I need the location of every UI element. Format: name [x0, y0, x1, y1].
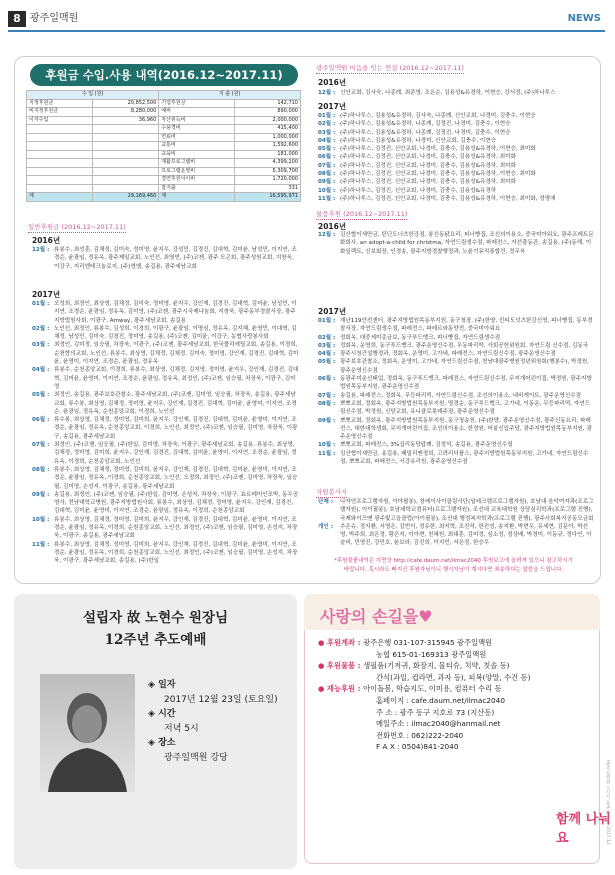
- donation-value: 농협 615-01-169313 광주일맥원: [376, 649, 487, 659]
- donation-value: 아이돌봄, 학습지도, 이미용, 컴퓨터 수리 등: [363, 684, 502, 694]
- goods-title: 물품후원 (2016.12~2017.11): [316, 210, 408, 218]
- donation-label: ● 후원계좌 :: [318, 638, 364, 647]
- donation-value: 전화번호 : 062)222-2040: [376, 730, 464, 740]
- partner-month-row: [318, 89, 594, 97]
- partner-month-row: [318, 187, 594, 195]
- donor-names: 뽀뽀교회, 파레전스, 3%십리동당답례, 김정석, 송길용, 광주운영신수점: [340, 442, 513, 449]
- finance-cell: 수용경비: [159, 125, 235, 134]
- month-label: 12월 :: [318, 232, 336, 238]
- month-label: 10월 :: [32, 516, 50, 523]
- donation-value: 홈페이지 : cafe.daum.net/ilmac2040: [376, 695, 505, 705]
- month-label: 05월 :: [318, 146, 336, 153]
- donor-names: 신안교회, 김사숙, 나종례, 최준영, 조은순, 김용성&유경하, 이현승, 강서정, (주)하나투스: [340, 90, 556, 96]
- finance-cell: 20,852,500: [93, 99, 159, 108]
- finance-cell: [27, 167, 93, 176]
- partner-month-row: [318, 129, 594, 137]
- month-label: 03월 :: [318, 342, 336, 349]
- month-label: 08월 :: [318, 171, 336, 178]
- goods-month-row: [318, 358, 594, 375]
- finance-cell: 142,710: [235, 99, 301, 108]
- donation-line: [318, 637, 558, 649]
- finance-cell: 5,309,700: [235, 167, 301, 176]
- month-label: 02월 :: [318, 121, 336, 128]
- donor-names: (주)하나투스, 김정진, 신안교회, 나경미, 김충수, 김용성&유경하, 최미화: [340, 179, 516, 186]
- donor-names: 재난119안전센터, 광주지방법원목동부지원, 동구청장, (주)한양, 킨티도넛츠한강신영, 피너빵집, 동부경찰서장, 자연드림생수점, 파레전스, 파레르와동양전, 중국미아워요: [340, 318, 593, 333]
- donor-names: 최정인, 송길용, 광주보호관찰소, 광주세남교회, (주)코젠, 김미영, 임승필, 차장욱, 송길용, 광주세남교회, 류수봉, 최상영, 김채정, 정미영, 윤지우, 강인재, 김경진, 김대혁, 김미윤, 윤영미, 이지연, 조경순, 윤광임, 정유옥, 순천종앙교회, 이경희, 노인선: [54, 392, 297, 415]
- finance-cell: [93, 125, 159, 134]
- partner-year-2017: 2017년: [318, 102, 347, 111]
- goods-list-2017: [318, 317, 594, 466]
- finance-cell: 결연후원이이비: [159, 176, 235, 185]
- month-label: 11월 :: [318, 450, 336, 457]
- finance-cell: 181,000: [235, 150, 301, 159]
- finance-row: [27, 99, 301, 108]
- donation-line: [318, 672, 558, 684]
- month-label: 09월 :: [318, 417, 336, 424]
- donor-names: (주)하나투스, 김정진, 신안교회, 나경미, 김충수, 김용성&유경하, 최미화: [340, 154, 516, 161]
- general-list-2016: [32, 246, 300, 271]
- donor-names: 뽀뽀교회, 정회옥, 광주지방법원목동부지원, 동구청송천, (주)한양, 광주운영신수점, 광주신동요리, 파레전스, 대한대학생회, 무지개어린이집, 조선의이용소, 한정원, 어울신입주당, 광주지방법원목동부지원, 광주운영신수점: [340, 417, 592, 441]
- finance-cell: 29,169,460: [93, 193, 159, 202]
- diamond-icon: ◈: [148, 680, 159, 690]
- month-label: 단체 :: [318, 499, 333, 505]
- memorial-place: 광주일맥원 강당: [164, 752, 228, 763]
- finance-cell: 예비: [159, 108, 235, 117]
- finance-cell: 1,592,600: [235, 142, 301, 151]
- side-note: (광주일맥원 소식지 통권 제0호) 2017.12: [605, 760, 610, 845]
- donor-names: 최정인, 김미정, 임승필, 차장욱, 이광구, (주)코젠, 광주세남교회, 한국폴리에틸교회, 송길용, 이경희, 순천향의교회, 노인선, 류봉수, 최상영, 김채정, 김채정, 김미숙, 정미영, 강인재, 김경진, 김대혁, 김미윤, 윤영미, 이지연, 조경순, 윤광임, 정유옥: [54, 342, 299, 366]
- finance-row: [27, 167, 301, 176]
- finance-cell: 잡지출: [159, 184, 235, 193]
- donor-names: 류봉수, 최상영, 김채정, 정미영, 김미희, 윤지우, 강인재, 김경진, 김대혁, 김미윤, 윤영미, 이지연, 조경순, 윤광임, 정유옥, 이경희, 순천종앙교회, 노인선, 최정인, (주)코젠, 임승필, 김미영, 손성지, 차장욱, 이광구, 광주세남교회, 송길용, (주)한일: [54, 541, 298, 565]
- finance-cell: 2,000,000: [235, 116, 301, 125]
- month-label: 06월 :: [318, 376, 336, 383]
- time-label: 시간: [158, 709, 176, 719]
- goods-year-2017: 2017년: [318, 307, 347, 316]
- donor-names: 광주시청건설행정과, 정회옥, 운영미, 고가네, 파레전스, 자연드림신수점, 광주운영신수점: [340, 351, 556, 358]
- donation-value: F A X : 0504)841-2040: [376, 742, 459, 752]
- finance-cell: [27, 125, 93, 134]
- month-label: 08월 :: [32, 466, 50, 473]
- memorial-time: 저녁 5시: [164, 723, 199, 734]
- month-label: 02월 :: [318, 334, 336, 341]
- donor-names: (주)하나투스, 김정진, 신안교회, 나경미, 김충수, 김용성&유경하, 최미화: [340, 162, 516, 169]
- finance-row: [27, 108, 301, 117]
- donation-line: [318, 730, 558, 742]
- goods-month-row: [318, 400, 594, 417]
- finance-cell: 이자수입: [27, 116, 93, 125]
- finance-row: [27, 150, 301, 159]
- founder-photo: [40, 674, 135, 792]
- donor-names: 류봉수, 순천종앙교회, 이경희, 류봉수, 최상영, 김채정, 김지영, 정미영, 윤지우, 강인재, 김경진, 김대혁, 김미윤, 윤영미, 이지연, 조경순, 윤광임, 정유옥, 최정인, (주)코젠, 임승필, 차장욱, 이광구, 김미영: [54, 367, 299, 390]
- finance-cell: [27, 133, 93, 142]
- finance-cell: 331: [235, 184, 301, 193]
- finance-row: [27, 159, 301, 168]
- finance-cell: [27, 159, 93, 168]
- finance-total-row: [27, 193, 301, 202]
- partner-month-row: [318, 195, 594, 203]
- general-title: 일반후원금 (2016.12~2017.11): [28, 223, 126, 231]
- general-month-row: [32, 466, 300, 491]
- finance-cell: 1,000,000: [235, 133, 301, 142]
- general-year-2017: 2017년: [32, 290, 61, 299]
- general-month-row: [32, 491, 300, 516]
- donation-line: [318, 683, 558, 695]
- donation-value: 간식(과일, 컵라면, 과자 등), 피복(양말, 수건 등): [376, 672, 531, 682]
- donation-label: ● 후원물품 :: [318, 661, 364, 671]
- finance-cell: [27, 142, 93, 151]
- volunteer-list: [318, 498, 594, 548]
- partner-list-2017: [318, 112, 594, 203]
- month-label: 02월 :: [32, 325, 50, 332]
- memorial-date: 2017년 12월 23일 (토요일): [164, 694, 278, 705]
- partner-month-row: [318, 170, 594, 178]
- month-label: 09월 :: [32, 491, 50, 498]
- page-header: [0, 0, 615, 34]
- month-label: 03월 :: [318, 129, 336, 136]
- donor-names: (주)하나투스, 김용성&유경하, 나종례, 김정진, 나경미, 김충수, 이현승: [340, 121, 511, 128]
- section-label: NEWS: [567, 13, 601, 24]
- partner-month-row: [318, 112, 594, 120]
- goods-month-row: [318, 375, 594, 392]
- portrait-silhouette: [40, 674, 135, 792]
- donor-names: 정회옥, 대중세미종금보, 동구푸드뱅크, 피너빵집, 자연드림생수점: [340, 334, 501, 341]
- donor-names: (주)하나투스, 김정진, 신안교회, 나경미, 김충수, 김용성&유경하, 이현승, 최미화: [340, 171, 536, 178]
- general-month-row: [32, 366, 300, 391]
- share-together-graphic: 함께 나눠요: [556, 812, 611, 846]
- general-month-row: [32, 516, 300, 541]
- partner-month-row: [318, 153, 594, 161]
- goods-month-row: [318, 350, 594, 358]
- memorial-info: [148, 678, 278, 765]
- finance-cell: 1,720,000: [235, 176, 301, 185]
- page-number: 8: [8, 11, 26, 27]
- income-header: 수 입 (원): [27, 91, 159, 100]
- donor-names: 정회옥, 운영희, 동구푸드뱅크, 광주운영신수점, 무동파리떡, 사회공헌위원회, 자연드림 신수점, 김동국: [340, 342, 589, 349]
- finance-title: 후원금 수입.사용 내역(2016.12~2017.11): [30, 64, 298, 86]
- partner-title: 광주일맥원 마음을 잇는 연결 (2016.12~2017.11): [316, 64, 464, 72]
- volunteer-row: [318, 498, 594, 523]
- goods-month-row: [318, 317, 594, 334]
- volunteer-row: [318, 523, 594, 548]
- org-name: 광주일맥원: [30, 13, 79, 24]
- month-label: 07월 :: [318, 392, 336, 399]
- month-label: 04월 :: [318, 351, 336, 358]
- goods-list-2016: [318, 231, 594, 256]
- donor-names: (주)하나투스, 김정진, 신안교회, 나경미, 김충수, 김용성&유경하, 이현승, 최미화, 정명애: [340, 195, 556, 202]
- finance-cell: [93, 133, 159, 142]
- partner-month-row: [318, 178, 594, 186]
- finance-row: [27, 184, 301, 193]
- date-label: 일자: [158, 680, 176, 690]
- donation-info: [318, 637, 558, 753]
- memorial-subtitle: 12주년 추도예배: [104, 632, 207, 648]
- general-list-2017: [32, 300, 300, 566]
- month-label: 07월 :: [32, 442, 50, 449]
- month-label: 12월 :: [318, 90, 336, 96]
- donor-names: (주)하나투스, 김용성&유경하, 나종례, 김정진, 나경미, 김충수, 이현승: [340, 129, 511, 136]
- month-label: 11월 :: [318, 195, 336, 202]
- finance-table: [26, 90, 301, 202]
- donor-names: (주)하나투스, 김용성&유경하, 김사숙, 나종례, 신안교회, 나경미, 김충수, 이현승: [340, 113, 536, 119]
- month-label: 01월 :: [318, 113, 336, 119]
- month-label: 09월 :: [318, 179, 336, 186]
- donation-value: 메일주소 : ilmac2040@hanmail.net: [376, 719, 501, 729]
- partner-year-2016: 2016년: [318, 78, 347, 87]
- month-label: 05월 :: [318, 359, 336, 366]
- donor-names: (주)하나투스, 김용성&유경하, 나경미, 신안교회, 김충수, 이현승: [340, 137, 497, 144]
- finance-row: [27, 176, 301, 185]
- finance-cell: 자산취득비: [159, 116, 235, 125]
- partner-month-row: [318, 162, 594, 170]
- donor-names: 노인선, 최정인, 류봉수, 김성희, 이경희, 이광구, 윤광임, 이명심, 정유옥, 김지혜, 윤영민, 이대혁, 김채정, 남성민, 김미숙, 김경진, 정미영, 송길용, (주)코젠, 김미윤, 이강구, 농협사랑봉사회: [54, 325, 297, 341]
- finance-cell: 415,400: [235, 125, 301, 134]
- month-label: 10월 :: [318, 187, 336, 194]
- donation-line: [318, 707, 558, 719]
- finance-cell: 계: [27, 193, 93, 202]
- month-label: 04월 :: [32, 367, 50, 374]
- notice-line-2: 바랍니다. 혹시라도 빠지신 후원자님이니 행시자님이 계시다면 죄송하다는 말씀을 드립니다.: [343, 567, 564, 573]
- goods-month-row: [318, 441, 594, 449]
- donor-names: 송길용, 최정인, (주)코젠, 임승필, (주)한일, 김미영, 손성지, 차장욱, 이광구, 효르테미인포박, 동우공영사, 전남대학교병원, 광주지방법원사회, 류봉수, 최상영, 김채정, 정미영, 윤지우, 강인재, 김경진, 김대혁, 김미윤, 윤영미, 이지연, 조경순, 윤광임, 정유옥, 이경희, 순천종앙교회: [54, 491, 299, 515]
- general-month-row: [32, 246, 300, 271]
- month-label: 08월 :: [318, 400, 336, 407]
- goods-year-2016: 2016년: [318, 222, 347, 231]
- finance-cell: 4,399,100: [235, 159, 301, 168]
- finance-cell: [93, 184, 159, 193]
- month-label: 01월 :: [318, 318, 336, 324]
- finance-cell: [93, 167, 159, 176]
- donor-names: 뽀뽀교회, 정회옥, 광주지방법원목동부지원, 명경순, 동구푸드뱅크, 고가네, 이동운, 무등파리떡, 자연드림신수점, 박정원, 신당교회, 유니클로롯데주점, 광주운영신수점: [340, 400, 590, 416]
- donation-line: [318, 660, 558, 672]
- donor-names: 광주보호관찰소, 정회옥, 운영미, 고가네, 자연드림신수점, 천남대광주병원정년위원회(행봉수), 박정원, 광주운영신수점: [340, 359, 590, 374]
- finance-cell: 36,960: [93, 116, 159, 125]
- month-label: 06월 :: [32, 417, 50, 424]
- general-month-row: [32, 341, 300, 366]
- finance-row: [27, 125, 301, 134]
- finance-cell: 계: [159, 193, 235, 202]
- month-label: 10월 :: [318, 442, 336, 449]
- finance-cell: 8,280,000: [93, 108, 159, 117]
- donor-names: 김산협이새만금, 틴딘도너츠한강점, 봉선동닭요리, 피너빵집, 조선의이용소, 중국미아워요, 광주프레트문화회사, an adopt-a-child for christma, 자연드림생수점, 파레전스, 자선출동관, 송길용, (주)동해, 이화일렉트, 신보회장, 인경송, 광주지방경찰행정과, 노윤기뮤직퐁합건, 정무욱: [340, 232, 594, 255]
- finance-cell: 프로그램운영비: [159, 167, 235, 176]
- place-label: 장소: [158, 738, 176, 748]
- finance-cell: 890,000: [235, 108, 301, 117]
- finance-cell: 비지정후원금: [27, 108, 93, 117]
- finance-cell: [27, 150, 93, 159]
- partner-month-row: [318, 120, 594, 128]
- general-month-row: [32, 300, 300, 325]
- general-month-row: [32, 416, 300, 441]
- finance-cell: 기업후원금: [159, 99, 235, 108]
- finance-cell: [93, 176, 159, 185]
- donor-names: 류수봉, 최상영, 김채정, 정미영, 김미희, 윤지우, 강인재, 김경진, 김대혁, 김미윤, 윤영미, 이지연, 조경순, 윤광임, 정유옥, 순천종앙교회, 이경희, 노인선, 최정인, (주)코젠, 임승필, 김미영, 차장욱, 이광구, 송길용, 광주세남교회: [54, 417, 298, 440]
- general-year-2016: 2016년: [32, 236, 61, 245]
- goods-month-row: [318, 231, 594, 256]
- donation-line: [318, 695, 558, 707]
- partner-month-row: [318, 137, 594, 145]
- expense-header: 지 출 (원): [159, 91, 301, 100]
- goods-month-row: [318, 450, 594, 467]
- partner-month-row: [318, 145, 594, 153]
- general-month-row: [32, 441, 300, 466]
- donor-names: (주)하나투스, 김정진, 신안교회, 나경미, 김충수, 김용성&유경하: [340, 187, 497, 194]
- donor-names: 나자연프로그램자원, 이야필봉), 창레이사이클링사단(일레크램프로그램자원), 호남대 음악여자과(프로그램자원), 아이필봉), 호남대학교컴퓨터(프로그램자원), 조선대 교육대학원 상담심리학과(프로그램 진행), 국제와이즈맨 광주빛고을클럽(아이필봉), 조선대 행정복지학과(프로그램 진행), 광주사회복지공동모금회: [340, 499, 594, 522]
- finance-cell: 교육비: [159, 150, 235, 159]
- volunteer-title: 자원봉사자: [316, 488, 348, 496]
- finance-row: [27, 116, 301, 125]
- month-label: 03월 :: [32, 342, 50, 349]
- general-month-row: [32, 541, 300, 566]
- month-label: 06월 :: [318, 154, 336, 161]
- donor-names: 추은슈, 정지환, 서영은, 김빈이, 정유한, 최지혁, 조진석, 한진성, 송지환, 박현우, 유세현, 김문아, 박선영, 박주희, 최은정, 황은지, 이아현, 천혜원, 최대훈, 김미정, 심소정, 정상배, 박경미, 이동규, 정다인, 이슬비, 민영진, 강민호, 윤보라, 김진희, 이지민, 서은정, 한승우: [340, 523, 592, 547]
- finance-cell: 16,595,971: [235, 193, 301, 202]
- diamond-icon: ◈: [148, 738, 159, 748]
- header-rule: [8, 30, 605, 32]
- finance-cell: [27, 184, 93, 193]
- finance-row: [27, 133, 301, 142]
- memorial-title: 설립자 故 노현수 원장님: [83, 610, 228, 626]
- month-label: 12월 :: [32, 247, 50, 253]
- month-label: 05월 :: [32, 392, 50, 399]
- diamond-icon: ◈: [148, 709, 159, 719]
- month-label: 07월 :: [318, 162, 336, 169]
- donation-value: 생필품(기저귀, 화장지, 물티슈, 치약, 칫솔 등): [363, 661, 510, 671]
- donation-line: [318, 741, 558, 753]
- donation-label: ● 재능후원 :: [318, 684, 364, 694]
- month-label: 01월 :: [32, 301, 50, 307]
- finance-cell: 재활프로그램비: [159, 159, 235, 168]
- goods-month-row: [318, 334, 594, 342]
- donation-value: 주 소 : 광주 동구 지호로 73 (지산동): [376, 707, 495, 717]
- donation-value: 광주은행 031-107-315945 광주일맥원: [363, 638, 493, 647]
- donor-names: 류봉수, 최상영, 김채정, 정미영, 김미희, 윤지우, 강인재, 김경진, 김대혁, 김미윤, 윤영미, 이지연, 조경순, 윤광임, 정유옥, 이경희, 순천종앙교회, 노인선, 최정인, (주)코젠, 임승필, 김미영, 손성지, 차장욱, 이광구, 송길용, 광주세남교회: [54, 516, 298, 540]
- goods-month-row: [318, 342, 594, 350]
- finance-cell: [93, 150, 159, 159]
- donor-names: 동광주미운신태업, 정회옥, 동구푸드뱅크, 파레전스, 자연드림신수점, 무지개어린이집, 박정원, 광주지방법원목동부지원, 광주운영신수점: [340, 376, 592, 391]
- finance-cell: [27, 176, 93, 185]
- notice-line-1: *후원물품내역은 지면상 http://cafe.daum.net/ilmac2040 후원보고에 올려져 있으니 참고하시기: [334, 558, 573, 564]
- general-month-row: [32, 391, 300, 416]
- donor-names: 최정인, (주)코젠, 임승필, (주)한일, 김미영, 차장욱, 이광구, 광주세남교회, 송길용, 류봉수, 최상영, 김채정, 정미영, 김미희, 윤지우, 강인재, 김경진, 김대혁, 김미윤, 윤영미, 이지연, 조경순, 윤광임, 정유옥, 이경희, 순천종앙교회, 노인선: [54, 442, 297, 465]
- month-label: 개인 :: [318, 523, 333, 530]
- donation-title: 사랑의 손길을♥: [320, 607, 433, 626]
- month-label: 04월 :: [318, 137, 336, 144]
- finance-cell: 연료비: [159, 133, 235, 142]
- finance-cell: [93, 159, 159, 168]
- finance-cell: 교통비: [159, 142, 235, 151]
- donor-names: 류봉수, 최성훈, 김채정, 김미숙, 정미영, 윤지우, 강성민, 김경진, 김대혁, 김미윤, 남성민, 이지연, 조경순, 윤광임, 정유옥, 광주제일교회, 노인선, 최영빈, (주)코젠, 광주 모곤회, 광주성원교회, 지창욱, 이강구, 지리엔테크놀로지, (주)영엠, 송길용, 광주세남교회: [54, 247, 297, 270]
- finance-cell: [93, 142, 159, 151]
- goods-month-row: [318, 392, 594, 400]
- month-label: 11월 :: [32, 541, 50, 548]
- donor-names: 오성희, 최정인, 최상영, 김채정, 김미숙, 정미영, 윤지우, 강인재, 김경진, 김대혁, 김미윤, 남성민, 이지연, 조경순, 윤광임, 정유옥, 김미영, (주)코젠, 광주시국제나눔회, 지창욱, 광주동부경찰서장, 광주지방법원사회, 이광구, Amway, 광주세남교회, 송길용: [54, 301, 297, 324]
- donation-line: [318, 649, 558, 661]
- donor-names: (주)하나투스, 김정진, 신안교회, 나경미, 김충수, 김용성&유경하, 이현승, 최미화: [340, 146, 536, 153]
- donor-names: 류봉수, 최상영, 김채정, 정미영, 김미희, 윤지우, 강인재, 김경진, 김대혁, 김미윤, 윤영미, 이지연, 조경순, 윤광임, 정유옥, 이경희, 순천종앙교회, 노인선, 오정희, 최정인, (주)코젠, 김미영, 차장욱, 임승필, 김미영, 손성지, 이광구, 송길용, 광주세남교회: [54, 466, 298, 490]
- notice: [312, 557, 595, 575]
- general-month-row: [32, 325, 300, 342]
- donation-line: [318, 718, 558, 730]
- finance-row: [27, 142, 301, 151]
- partner-list-2016: [318, 89, 594, 97]
- donor-names: 송길용, 파레전스, 정회옥, 무등파리떡, 자연드림신수점, 조선의이용소, 내비게이트, 광주운영신수점: [340, 392, 582, 399]
- goods-month-row: [318, 417, 594, 442]
- donor-names: 김산협이새만금, 송길용, 패밀리맨정희, 고려리더플스, 광주지방법원목동부지원, 고가네, 자연드림신수점, 뽀뽀교회, 파레전스, 서강유리원, 광주운영신수점: [340, 450, 589, 466]
- finance-cell: 지정후원금: [27, 99, 93, 108]
